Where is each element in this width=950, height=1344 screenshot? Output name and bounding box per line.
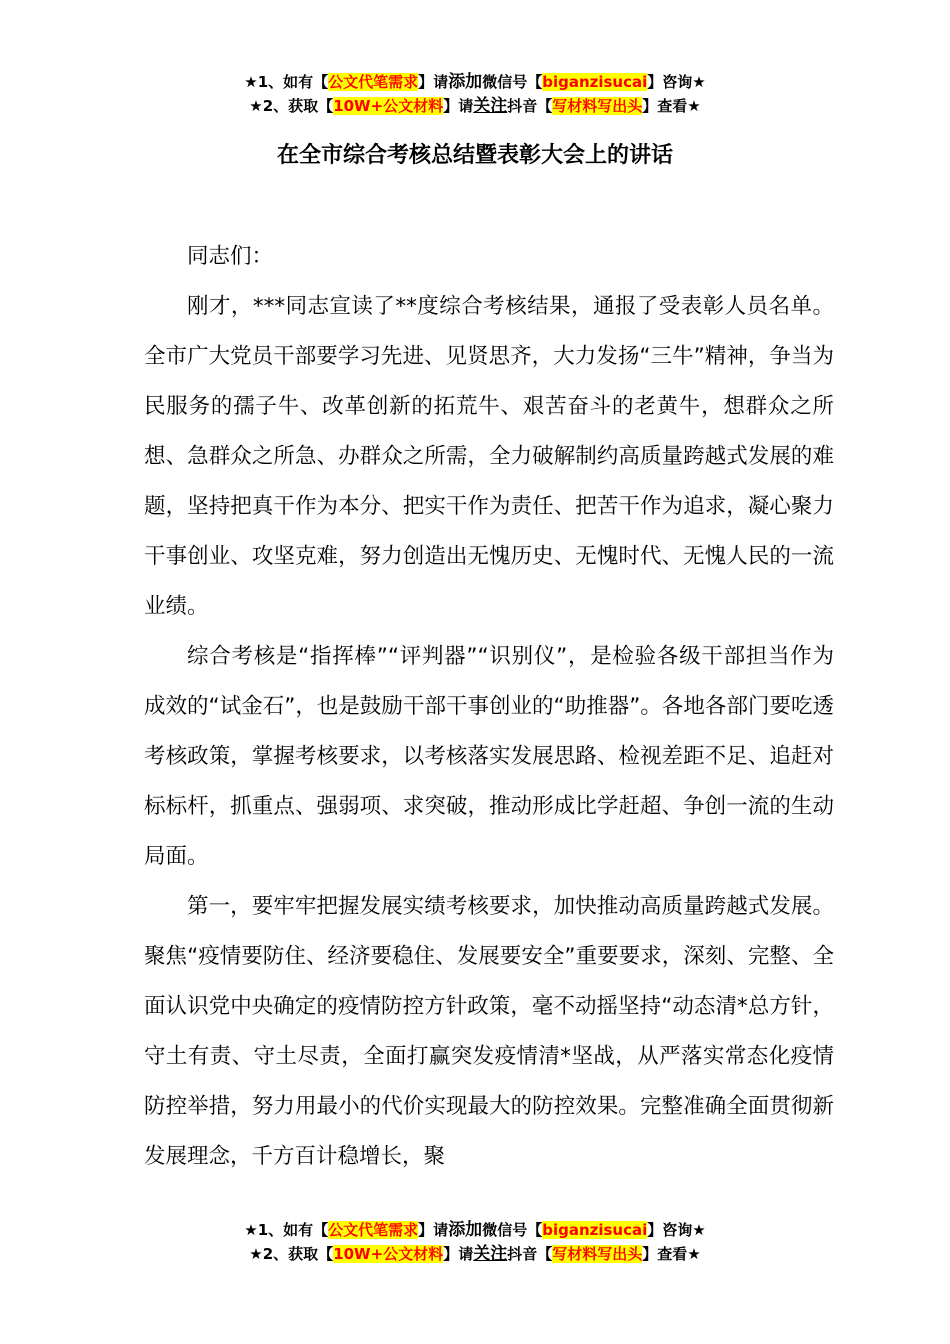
header-ad-line-1-prefix: ★1、如有【: [244, 73, 329, 91]
footer-ad-line-2-suffix: 】查看★: [642, 1245, 701, 1263]
paragraph: 综合考核是“指挥棒”“评判器”“识别仪”，是检验各级干部担当作为成效的“试金石”，也是鼓励干部干事创业的“助推器”。各地各部门要吃透考核政策，掌握考核要求，以考核落实发展思路、检视差距不足、追赶对标标杆，抓重点、强弱项、求突破，推动形成比学赶超、争创一流的生动局面。: [144, 644, 834, 869]
paragraph: 刚才，***同志宣读了**度综合考核结果，通报了受表彰人员名单。全市广大党员干部要学习先进、见贤思齐，大力发扬“三牛”精神，争当为民服务的孺子牛、改革创新的拓荒牛、艰苦奋斗的老黄牛，想群众之所想、急群众之所急、办群众之所需，全力破解制约高质量跨越式发展的难题，坚持把真干作为本分、把实干作为责任、把苦干作为追求，凝心聚力干事创业、攻坚克难，努力创造出无愧历史、无愧时代、无愧人民的一流业绩。: [144, 294, 834, 619]
footer-ad-line-2-mid2: 抖音【: [507, 1245, 553, 1263]
footer-ad: [0, 1218, 950, 1266]
footer-ad-line-1-mid2: 微信号【: [482, 1221, 543, 1239]
header-ad-line-2-mid1: 】请: [443, 97, 474, 115]
footer-ad-add-emphasis: 添加: [448, 1220, 483, 1240]
header-ad-line-2: [0, 94, 950, 118]
footer-ad-wechat-id: biganzisucai: [542, 1221, 648, 1239]
document-title: 在全市综合考核总结暨表彰大会上的讲话: [276, 143, 673, 168]
footer-ad-douyin-id: 写材料写出头: [552, 1245, 643, 1263]
greeting: 同志们：: [187, 244, 274, 269]
document-body: [144, 232, 834, 1182]
footer-ad-line-1-prefix: ★1、如有【: [244, 1221, 329, 1239]
header-ad-line-2-mid2: 抖音【: [507, 97, 553, 115]
header-ad-douyin-id: 写材料写出头: [552, 97, 643, 115]
header-ad-line-2-prefix: ★2、获取【: [249, 97, 334, 115]
paragraph: 第一，要牢牢把握发展实绩考核要求，加快推动高质量跨越式发展。聚焦“疫情要防住、经济要稳住、发展要安全”重要要求，深刻、完整、全面认识党中央确定的疫情防控方针政策，毫不动摇坚持“动态清*总方针，守土有责、守土尽责，全面打赢突发疫情清*坚战，从严落实常态化疫情防控举措，努力用最小的代价实现最大的防控效果。完整准确全面贯彻新发展理念，千方百计稳增长，聚: [144, 894, 834, 1169]
footer-ad-line-1: [0, 1218, 950, 1242]
footer-ad-line-1-mid1: 】请: [418, 1221, 449, 1239]
header-ad-follow-emphasis: 关注: [473, 96, 508, 116]
header-ad-materials-highlight: 10W+公文材料: [333, 97, 444, 115]
header-ad-line-1-mid2: 微信号【: [482, 73, 543, 91]
footer-ad-materials-highlight: 10W+公文材料: [333, 1245, 444, 1263]
header-ad-line-1-suffix: 】咨询★: [647, 73, 706, 91]
header-ad: [0, 70, 950, 118]
footer-ad-follow-emphasis: 关注: [473, 1244, 508, 1264]
footer-ad-line-1-suffix: 】咨询★: [647, 1221, 706, 1239]
footer-ad-line-2-mid1: 】请: [443, 1245, 474, 1263]
header-ad-line-1: [0, 70, 950, 94]
footer-ad-service-highlight: 公文代笔需求: [328, 1221, 419, 1239]
footer-ad-line-2-prefix: ★2、获取【: [249, 1245, 334, 1263]
header-ad-line-1-mid1: 】请: [418, 73, 449, 91]
header-ad-wechat-id: biganzisucai: [542, 73, 648, 91]
header-ad-line-2-suffix: 】查看★: [642, 97, 701, 115]
footer-ad-line-2: [0, 1242, 950, 1266]
header-ad-service-highlight: 公文代笔需求: [328, 73, 419, 91]
header-ad-add-emphasis: 添加: [448, 72, 483, 92]
